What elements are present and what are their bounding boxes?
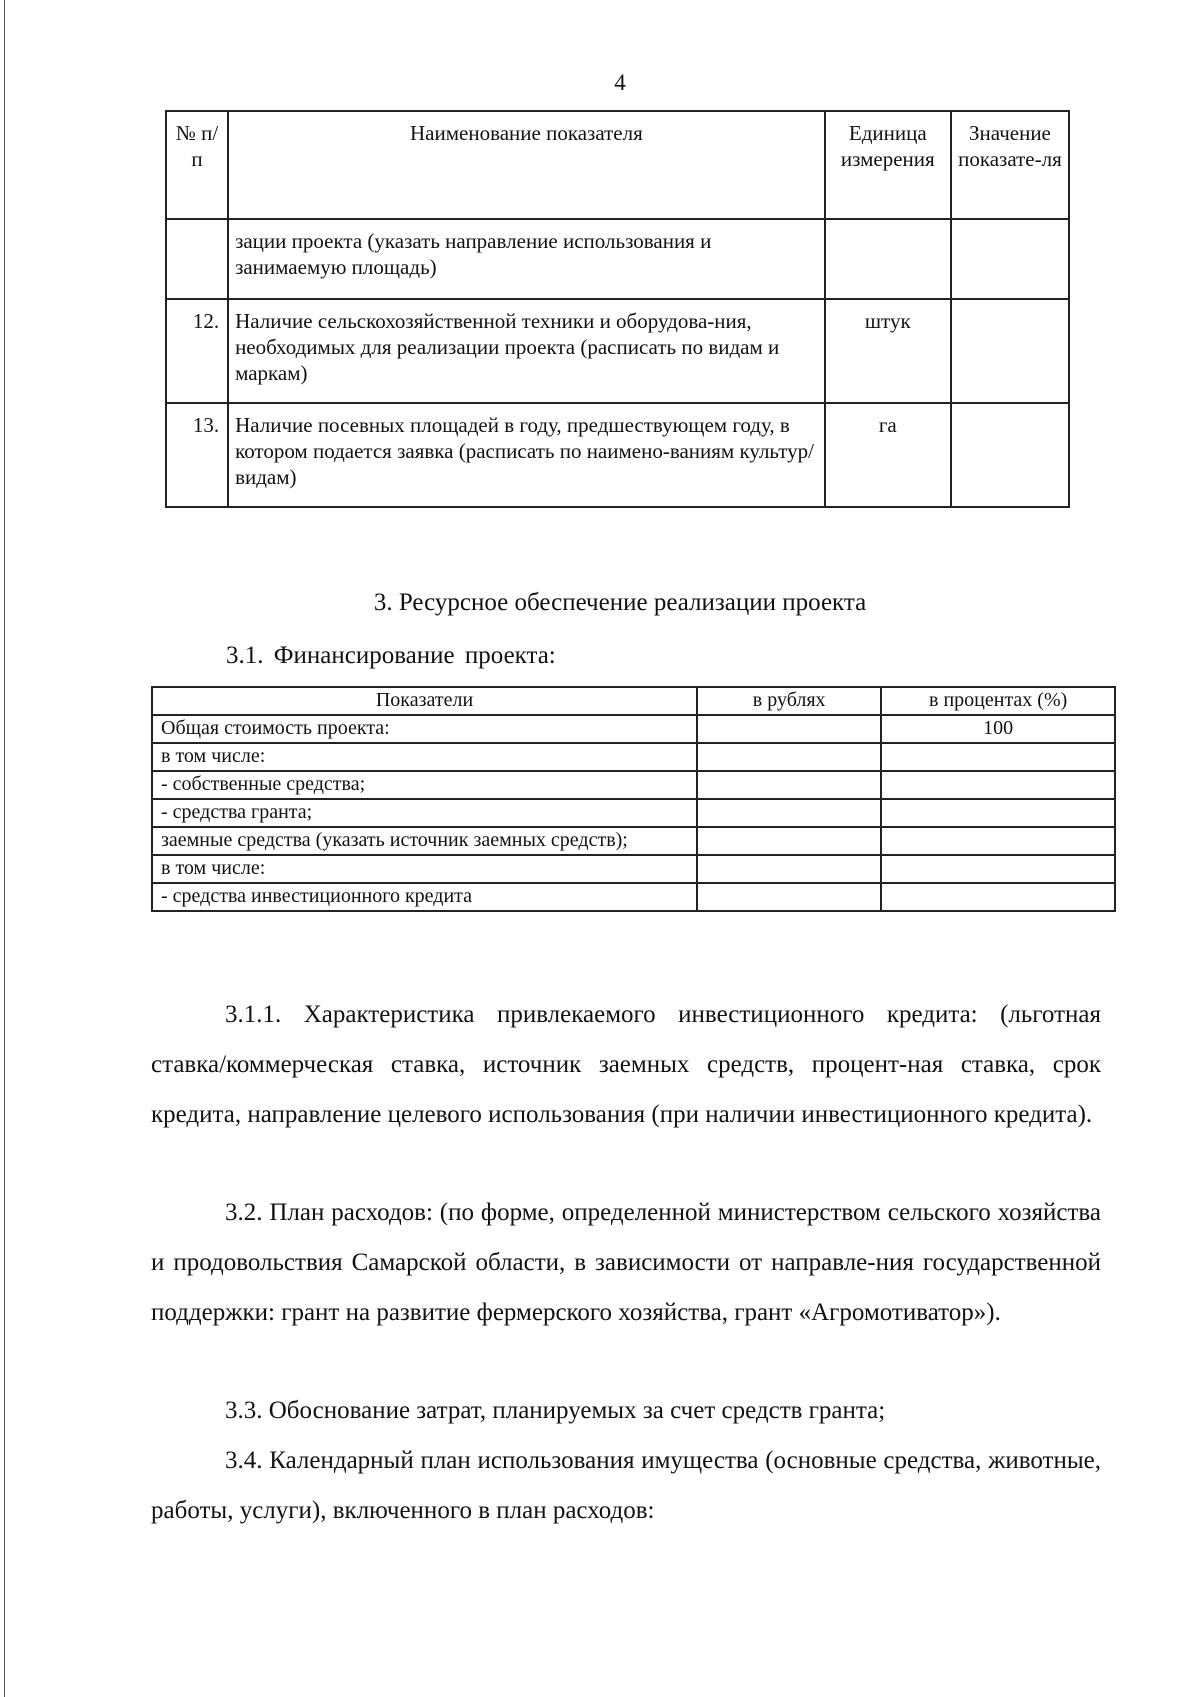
row-rubles	[697, 883, 881, 911]
indicators-table	[165, 110, 1070, 508]
row-percent	[881, 855, 1115, 883]
table-header-row	[152, 687, 1115, 715]
row-name: Наличие посевных площадей в году, предшествующем году, в котором подается заявка (расписать по наимено-ваниям культур/видам)	[228, 403, 825, 507]
row-num	[166, 219, 228, 299]
row-indicator: заемные средства (указать источник заемных средств);	[152, 827, 697, 855]
table-row	[152, 799, 1115, 827]
row-percent	[881, 799, 1115, 827]
financing-table	[151, 686, 1116, 912]
paragraph-3-4: 3.4. Календарный план использования имущества (основные средства, животные, работы, услуги), включенного в план расходов:	[151, 1447, 1101, 1524]
row-num: 13.	[166, 403, 228, 507]
row-percent	[881, 883, 1115, 911]
page-number: 4	[614, 70, 626, 95]
row-value	[951, 219, 1069, 299]
header-num: № п/п	[166, 111, 228, 219]
row-indicator: в том числе:	[152, 743, 697, 771]
table-row	[166, 299, 1069, 403]
table-row	[152, 715, 1115, 743]
row-rubles	[697, 771, 881, 799]
row-rubles	[697, 743, 881, 771]
header-value: Значение показате-ля	[951, 111, 1069, 219]
table-row	[152, 855, 1115, 883]
table-header-row	[166, 111, 1069, 219]
row-rubles	[697, 827, 881, 855]
row-indicator: - средства гранта;	[152, 799, 697, 827]
row-rubles	[697, 715, 881, 743]
row-unit: га	[825, 403, 951, 507]
table-row	[152, 883, 1115, 911]
row-rubles	[697, 855, 881, 883]
table-row	[152, 743, 1115, 771]
row-percent	[881, 827, 1115, 855]
subsection-title: 3.1. Финансирование проекта:	[226, 642, 556, 669]
row-name: зации проекта (указать направление использования и занимаемую площадь)	[228, 219, 825, 299]
row-percent	[881, 771, 1115, 799]
paragraph-3-2: 3.2. План расходов: (по форме, определенной министерством сельского хозяйства и продовольствия Самарской области, в зависимости от направле-ния государственной поддержки: грант на развитие фермерского хозяйства, грант «Агромотиватор»).	[151, 1199, 1101, 1326]
header-rubles: в рублях	[697, 687, 881, 715]
table-row	[166, 403, 1069, 507]
page-edge-line	[4, 0, 5, 1697]
paragraph-3-3: 3.3. Обоснование затрат, планируемых за счет средств гранта;	[225, 1397, 886, 1424]
paragraph-3-1-1: 3.1.1. Характеристика привлекаемого инвестиционного кредита: (льготная ставка/коммерческая ставка, источник заемных средств, процент-ная ставка, срок кредита, направление целевого использования (при наличии инвестиционного кредита).	[151, 1001, 1101, 1128]
table-row	[152, 771, 1115, 799]
row-value	[951, 403, 1069, 507]
row-name: Наличие сельскохозяйственной техники и оборудова-ния, необходимых для реализации проекта (расписать по видам и маркам)	[228, 299, 825, 403]
header-indicators: Показатели	[152, 687, 697, 715]
table-row	[166, 219, 1069, 299]
row-percent	[881, 743, 1115, 771]
row-percent: 100	[881, 715, 1115, 743]
row-rubles	[697, 799, 881, 827]
header-unit: Единица измерения	[825, 111, 951, 219]
row-indicator: - собственные средства;	[152, 771, 697, 799]
row-indicator: - средства инвестиционного кредита	[152, 883, 697, 911]
row-value	[951, 299, 1069, 403]
row-indicator: Общая стоимость проекта:	[152, 715, 697, 743]
header-name: Наименование показателя	[228, 111, 825, 219]
row-indicator: в том числе:	[152, 855, 697, 883]
row-num: 12.	[166, 299, 228, 403]
row-unit	[825, 219, 951, 299]
row-unit: штук	[825, 299, 951, 403]
header-percent: в процентах (%)	[881, 687, 1115, 715]
section-title: 3. Ресурсное обеспечение реализации проекта	[373, 589, 867, 616]
table-row	[152, 827, 1115, 855]
